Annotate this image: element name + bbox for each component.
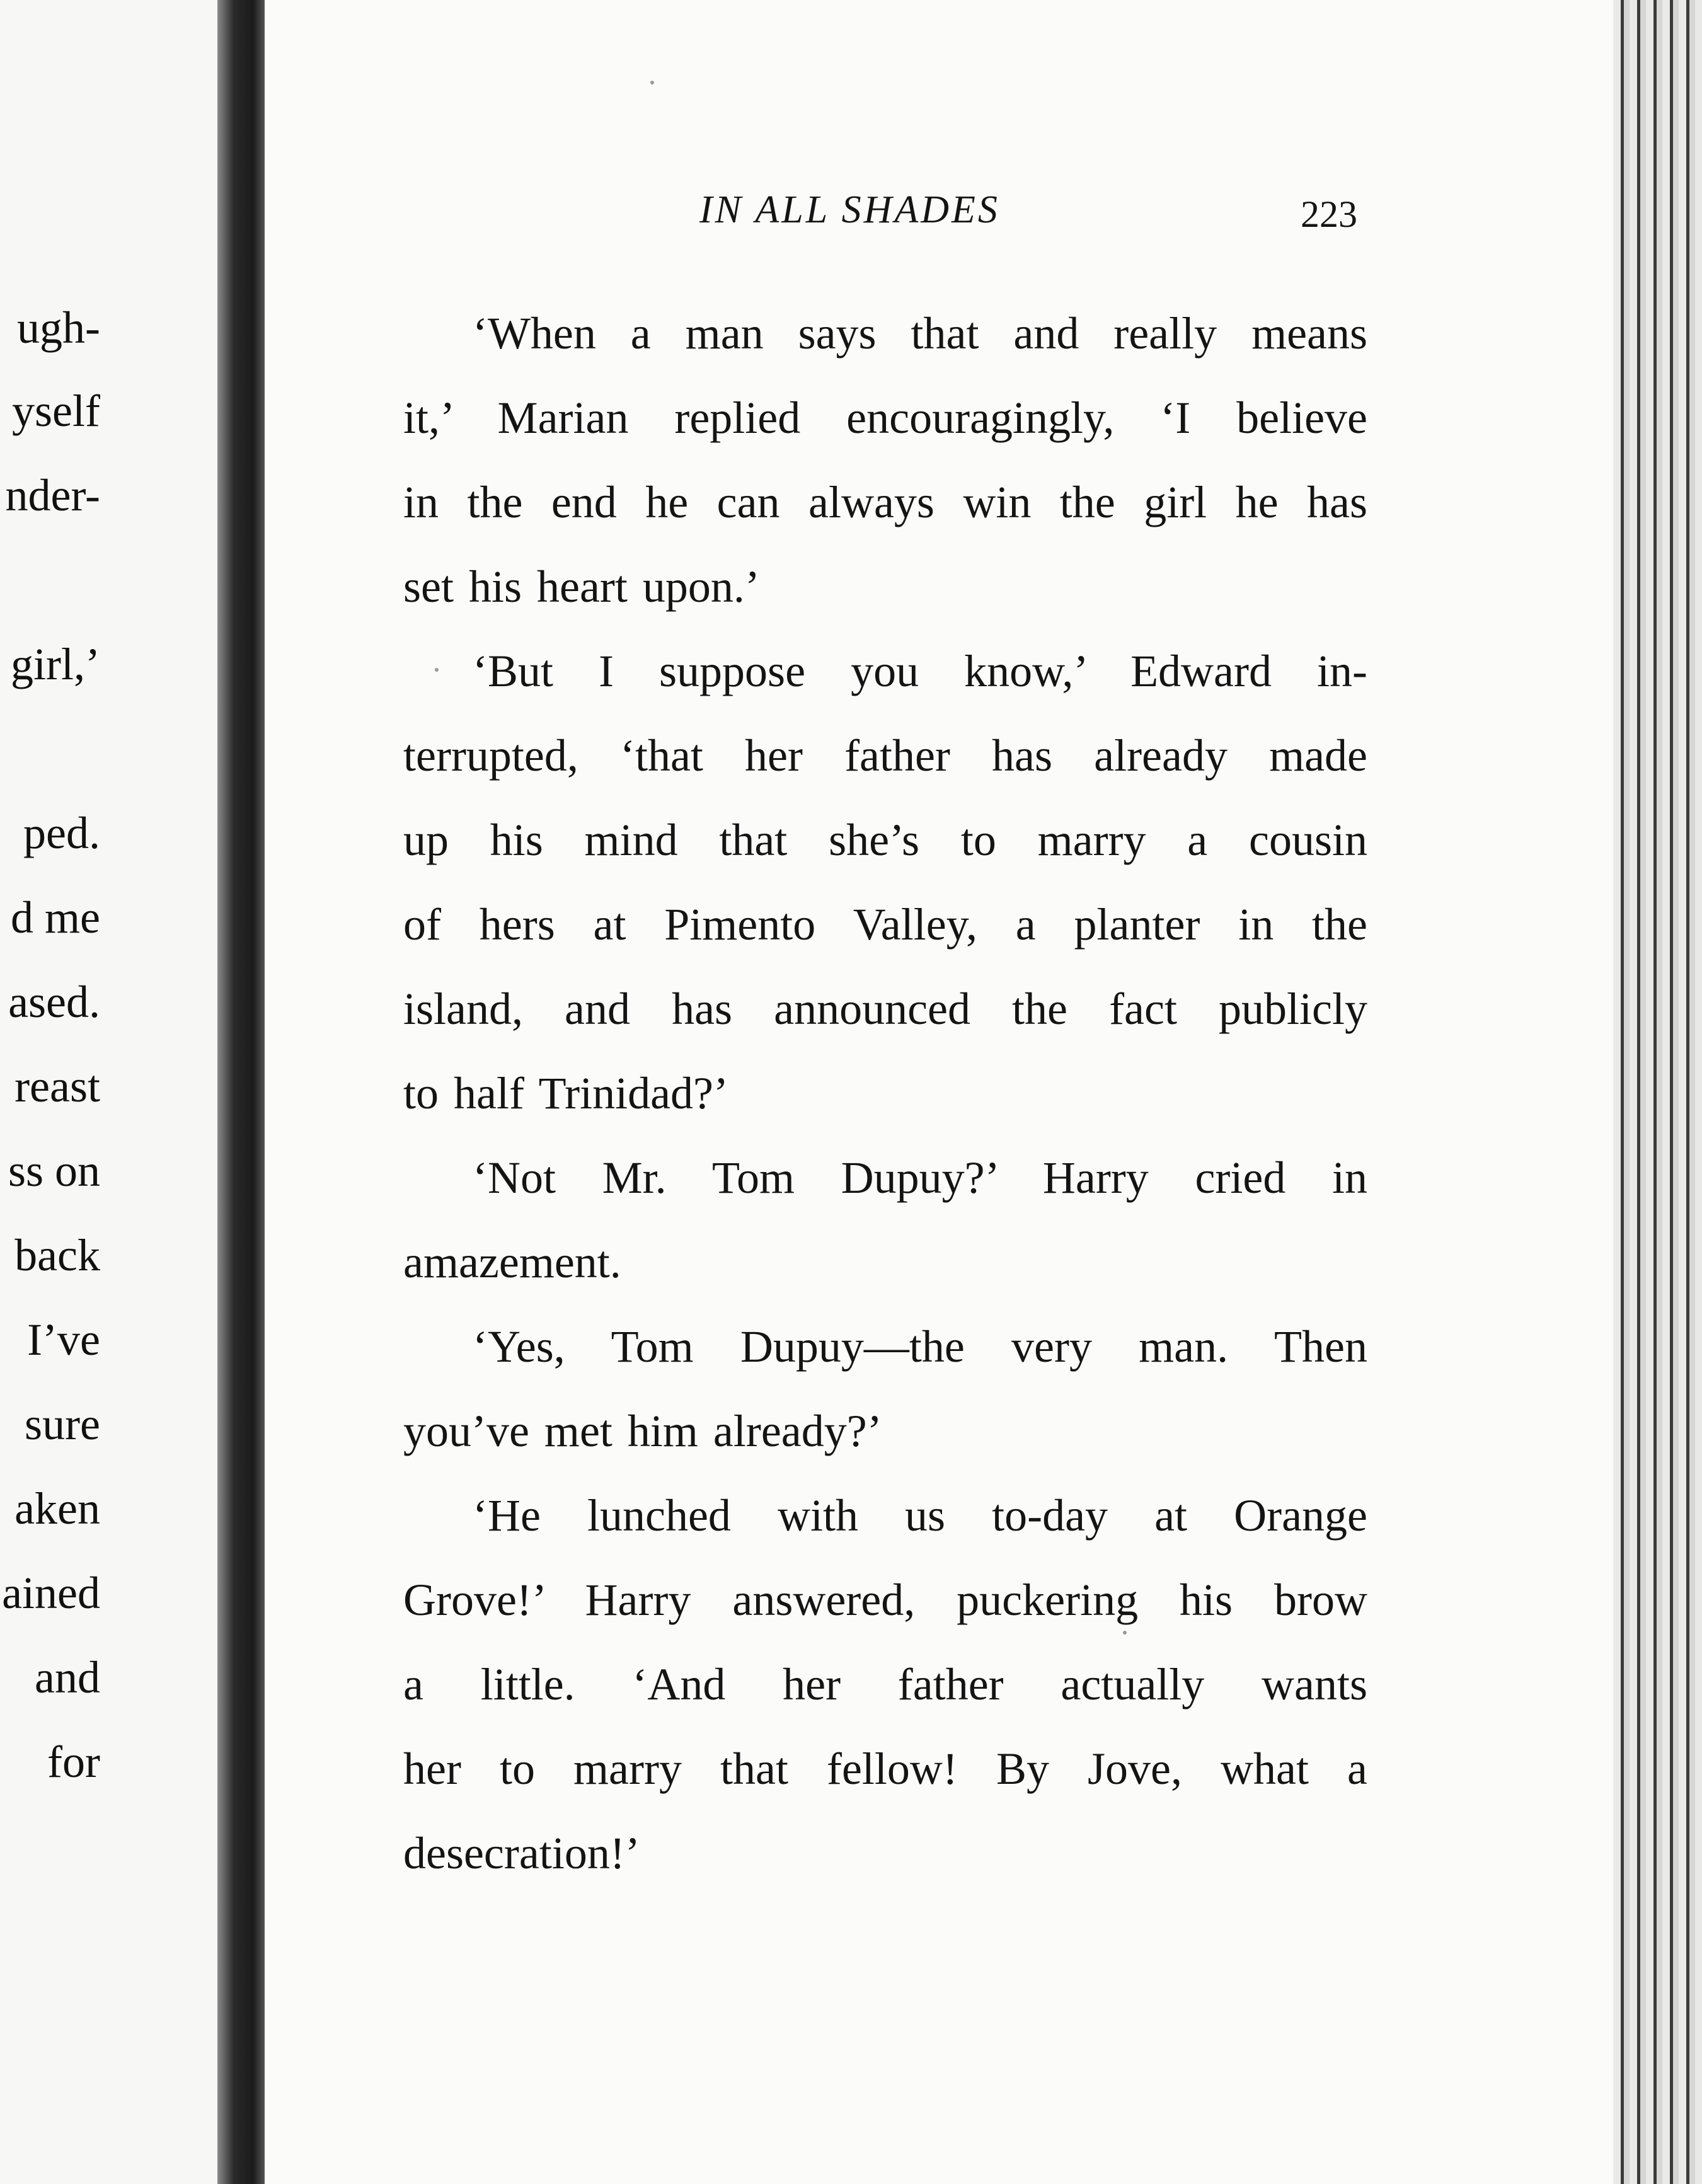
text-line: island, and has announced the fact publicly: [403, 984, 1367, 1034]
text-line: ‘He lunched with us to-day at Orange: [473, 1490, 1367, 1541]
left-page-fragment: d me: [11, 892, 100, 943]
text-line: her to marry that fellow! By Jove, what a: [403, 1744, 1367, 1794]
text-line: you’ve met him already?’: [403, 1406, 882, 1456]
text-line: of hers at Pimento Valley, a planter in the: [403, 899, 1367, 950]
text-line: ‘Yes, Tom Dupuy—the very man. Then: [473, 1321, 1367, 1372]
paper-speck: [650, 81, 654, 84]
paper-speck: [1123, 1631, 1127, 1635]
left-page-fragment: reast: [14, 1061, 100, 1112]
left-page-fragment: girl,’: [11, 639, 100, 689]
text-line: it,’ Marian replied encouragingly, ‘I believe: [403, 393, 1367, 443]
left-page-fragment: ased.: [8, 977, 100, 1027]
paper-speck: [435, 668, 439, 672]
text-line: desecration!’: [403, 1828, 640, 1878]
text-line: up his mind that she’s to marry a cousin: [403, 815, 1367, 865]
body-text: [403, 291, 1367, 1895]
left-page-fragment: I’ve: [27, 1314, 100, 1365]
left-page-fragment: back: [14, 1230, 100, 1280]
text-line: terrupted, ‘that her father has already made: [403, 730, 1367, 781]
text-line: amazement.: [403, 1237, 621, 1287]
text-line: ‘But I suppose you know,’ Edward in-: [473, 646, 1367, 696]
left-page-fragment: ss on: [8, 1146, 100, 1196]
running-title: IN ALL SHADES: [699, 188, 1000, 231]
text-line: in the end he can always win the girl he has: [403, 477, 1367, 527]
left-page-fragment: nder-: [5, 470, 100, 520]
text-line: to half Trinidad?’: [403, 1068, 728, 1118]
left-page-fragment: aken: [14, 1483, 100, 1534]
left-page-fragment: ped.: [23, 808, 100, 858]
text-line: set his heart upon.’: [403, 561, 760, 612]
page-number: 223: [1301, 193, 1357, 235]
left-page-fragment: sure: [25, 1399, 100, 1449]
left-page-fragment: ained: [2, 1568, 100, 1618]
text-line: a little. ‘And her father actually wants: [403, 1659, 1367, 1710]
left-page: [0, 0, 217, 2184]
book-gutter: [217, 0, 265, 2184]
text-line: ‘Not Mr. Tom Dupuy?’ Harry cried in: [473, 1152, 1367, 1203]
page-edges: [1613, 0, 1702, 2184]
text-line: ‘When a man says that and really means: [473, 308, 1367, 359]
text-line: Grove!’ Harry answered, puckering his brow: [403, 1575, 1367, 1625]
left-page-fragment: yself: [12, 386, 100, 436]
left-page-fragment: for: [47, 1737, 100, 1787]
left-page-fragment: ugh-: [17, 302, 100, 353]
left-page-fragment: and: [35, 1652, 100, 1703]
